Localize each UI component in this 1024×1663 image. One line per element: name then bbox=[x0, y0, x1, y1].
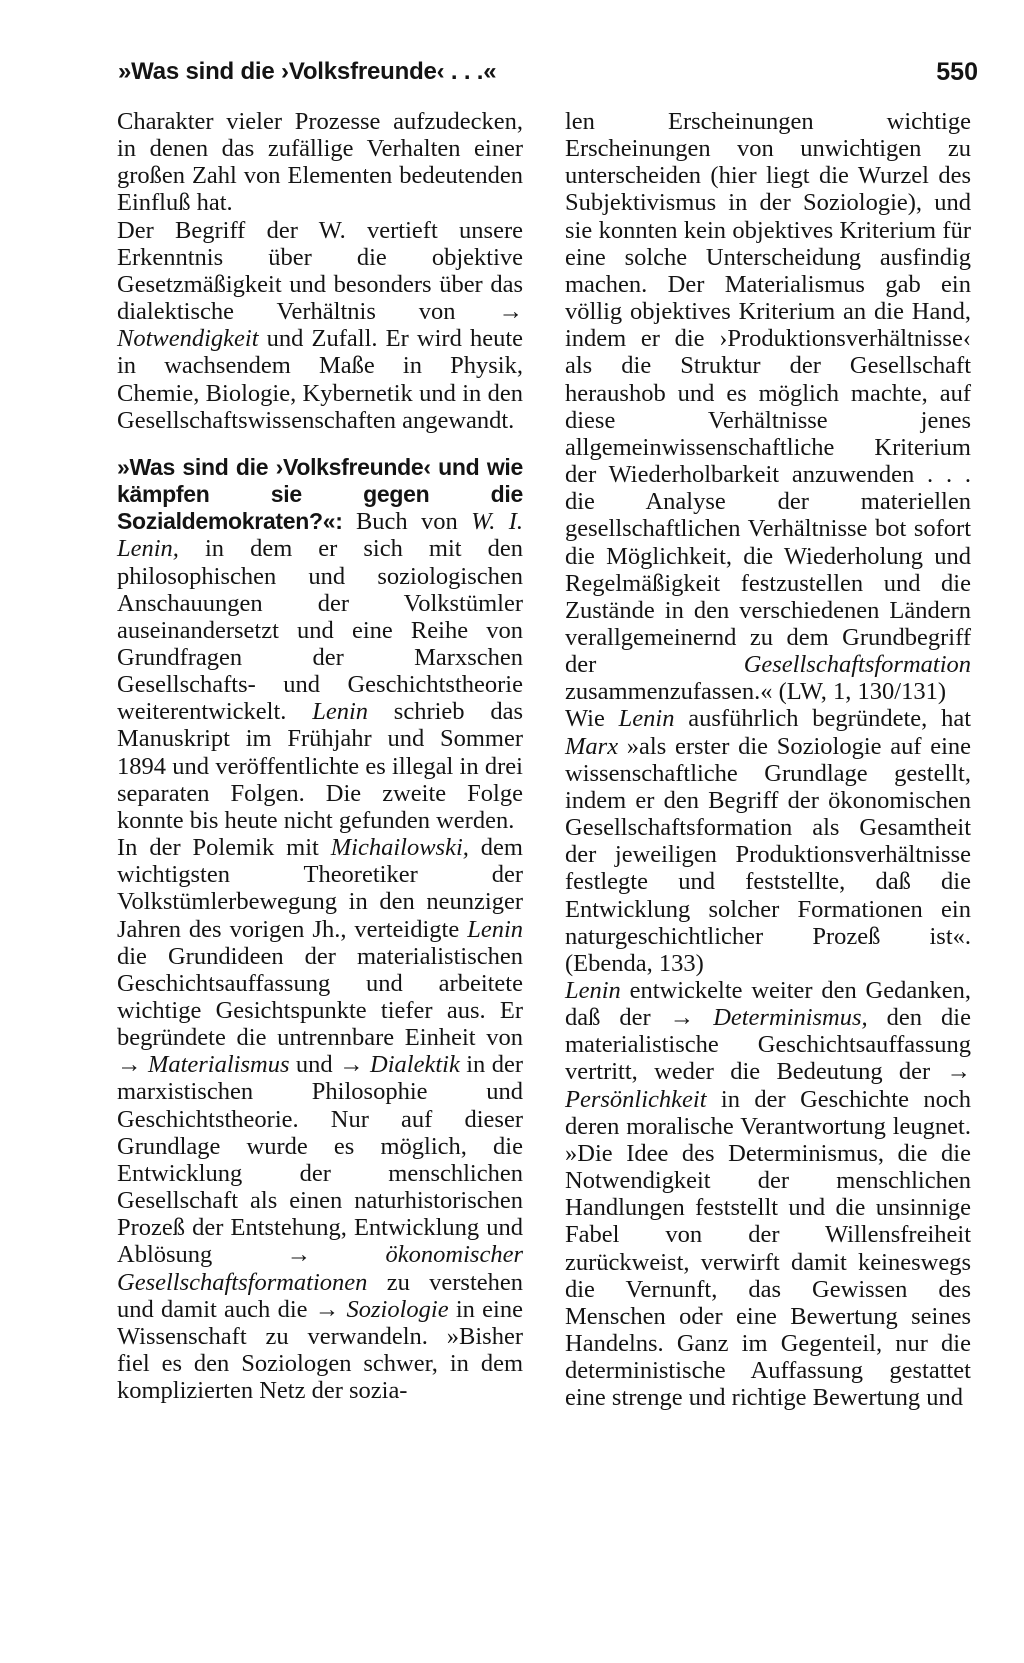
name-ref: Michailowski, bbox=[330, 834, 469, 862]
right-column bbox=[565, 108, 971, 1412]
paragraph bbox=[117, 834, 523, 1404]
text-run: Der Begriff der W. vertieft unsere Erkenntnis über die objektive Gesetzmäßigkeit und besonders über das dialektische Verhältnis von → bbox=[117, 216, 523, 326]
text-run: in der Geschichte noch deren moralische Verantwortung leugnet. »Die Idee des Determinismus, die die Notwendigkeit der menschlichen Handlungen feststellt und die unsinnige Fabel von der Willensfreiheit zurückweist, verwirft damit keineswegs die Vernunft, das Gewissen des Menschen oder eine Bewertung seines Handelns. Ganz im Gegenteil, nur die deterministische Auffassung gestattet eine strenge und richtige Bewertung und bbox=[565, 1085, 971, 1412]
cross-reference: Determinismus, bbox=[713, 1004, 868, 1032]
text-run: die Grundideen der materialistischen Geschichtsauffassung und arbeitete wichtige Gesichtspunkte tiefer aus. Er begründete die untrennbare Einheit von → bbox=[117, 942, 523, 1079]
cross-reference: ökonomischer Gesellschaftsformationen bbox=[117, 1241, 523, 1296]
cross-reference: Notwendigkeit bbox=[117, 325, 259, 353]
name-ref: Lenin bbox=[312, 698, 368, 726]
name-ref: Lenin bbox=[467, 915, 523, 943]
text-run: den die materialistische Geschichtsauffassung vertritt, weder die Bedeutung der → bbox=[565, 1004, 971, 1086]
text-run: »als erster die Soziologie auf eine wissenschaftliche Grundlage gestellt, indem er den Begriff der ökonomischen Gesellschaftsformation als Gesamtheit der jeweiligen Produktionsverhältnisse festlegte und feststellte, daß die Entwicklung solcher Formationen ein naturgeschichtlicher Prozeß ist«. (Ebenda, 133) bbox=[565, 732, 971, 977]
text-run: entwickelte weiter den Gedanken, daß der → bbox=[565, 977, 971, 1032]
text-run: len Erscheinungen wichtige Erscheinungen von unwichtigen zu unterscheiden (hier liegt die Wurzel des Subjektivismus in der Soziologie), und sie konnten kein objektives Kriterium für eine solche Unterscheidung ausfindig machen. Der Materialismus gab ein völlig objektives Kriterium an die Hand, indem er die ›Produktionsverhältnisse‹ als die Struktur der Gesellschaft heraushob und es möglich machte, auf diese Verhältnisse jenes allgemeinwissenschaftliche Kriterium der Wiederholbarkeit anzuwenden . . . die Analyse der materiellen gesellschaftlichen Verhältnisse bot sofort die Möglichkeit, die Wiederholung und Regelmäßigkeit festzustellen und die Zustände in den verschiedenen Ländern verallgemeinernd zu dem Grundbegriff der bbox=[565, 108, 971, 679]
text-run: und Zufall. Er wird heute in wachsendem Maße in Physik, Chemie, Biologie, Kybernetik und in den Gesellschaftswissenschaften angewandt. bbox=[117, 325, 523, 434]
text-run: zusammenzufassen.« (LW, 1, 130/131) bbox=[565, 678, 947, 706]
name-ref: Marx bbox=[565, 732, 619, 760]
text-run: und → bbox=[289, 1051, 371, 1079]
running-title: »Was sind die ›Volksfreunde‹ . . .« bbox=[118, 58, 497, 85]
cross-reference: Gesellschaftsformation bbox=[743, 651, 971, 679]
paragraph bbox=[117, 217, 523, 434]
text-run: Buch von bbox=[342, 508, 472, 536]
paragraph bbox=[565, 108, 971, 705]
text-run: ausführlich begründete, hat bbox=[674, 705, 971, 733]
cross-reference: Soziologie bbox=[346, 1295, 449, 1323]
text-run: Wie bbox=[565, 705, 619, 733]
paragraph bbox=[565, 705, 971, 977]
name-ref: Lenin bbox=[618, 705, 675, 733]
paragraph bbox=[565, 977, 971, 1412]
running-head bbox=[118, 52, 978, 92]
text-run: In der Polemik mit bbox=[117, 834, 331, 862]
entry-paragraph bbox=[117, 454, 523, 834]
text-run: in dem er sich mit den philosophischen und soziologischen Anschauungen der Volkstümler auseinandersetzt und eine Reihe von Grundfragen der Marxschen Gesellschafts- und Geschichtstheorie weiterentwickelt. bbox=[117, 535, 523, 726]
text-run: zu verstehen und damit auch die → bbox=[117, 1268, 523, 1323]
cross-reference: Dialektik bbox=[370, 1051, 460, 1079]
name-ref: Lenin bbox=[565, 977, 621, 1004]
text-run: in der marxistischen Philosophie und Geschichtstheorie. Nur auf dieser Grundlage wurde es möglich, die Entwicklung der menschlichen Gesellschaft als einen naturhistorischen Prozeß der Entstehung, Entwicklung und Ablösung → bbox=[117, 1051, 524, 1269]
page-number: 550 bbox=[936, 58, 978, 86]
text-run: schrieb das Manuskript im Frühjahr und Sommer 1894 und veröffentlichte es illegal in drei separaten Folgen. Die zweite Folge konnte bis heute nicht gefunden werden. bbox=[117, 698, 523, 834]
paragraph: Charakter vieler Prozesse aufzudecken, in denen das zufällige Verhalten einer großen Zahl von Elementen bedeutenden Einfluß hat. bbox=[117, 108, 523, 217]
name-ref: W. I. Lenin, bbox=[117, 508, 523, 563]
text-run: dem wichtigsten Theoretiker der Volkstümlerbewegung in den neunziger Jahren des vorigen Jh., verteidigte bbox=[117, 834, 523, 943]
entry-lemma: »Was sind die ›Volksfreunde‹ und wie kämpfen sie gegen die Sozialdemokraten?«: bbox=[117, 453, 523, 535]
cross-reference: Materialismus bbox=[147, 1051, 290, 1079]
cross-reference: Persönlichkeit bbox=[565, 1085, 707, 1113]
text-run: in eine Wissenschaft zu verwandeln. »Bisher fiel es den Soziologen schwer, in dem komplizierten Netz der sozia- bbox=[117, 1295, 523, 1405]
left-column bbox=[117, 108, 523, 1404]
